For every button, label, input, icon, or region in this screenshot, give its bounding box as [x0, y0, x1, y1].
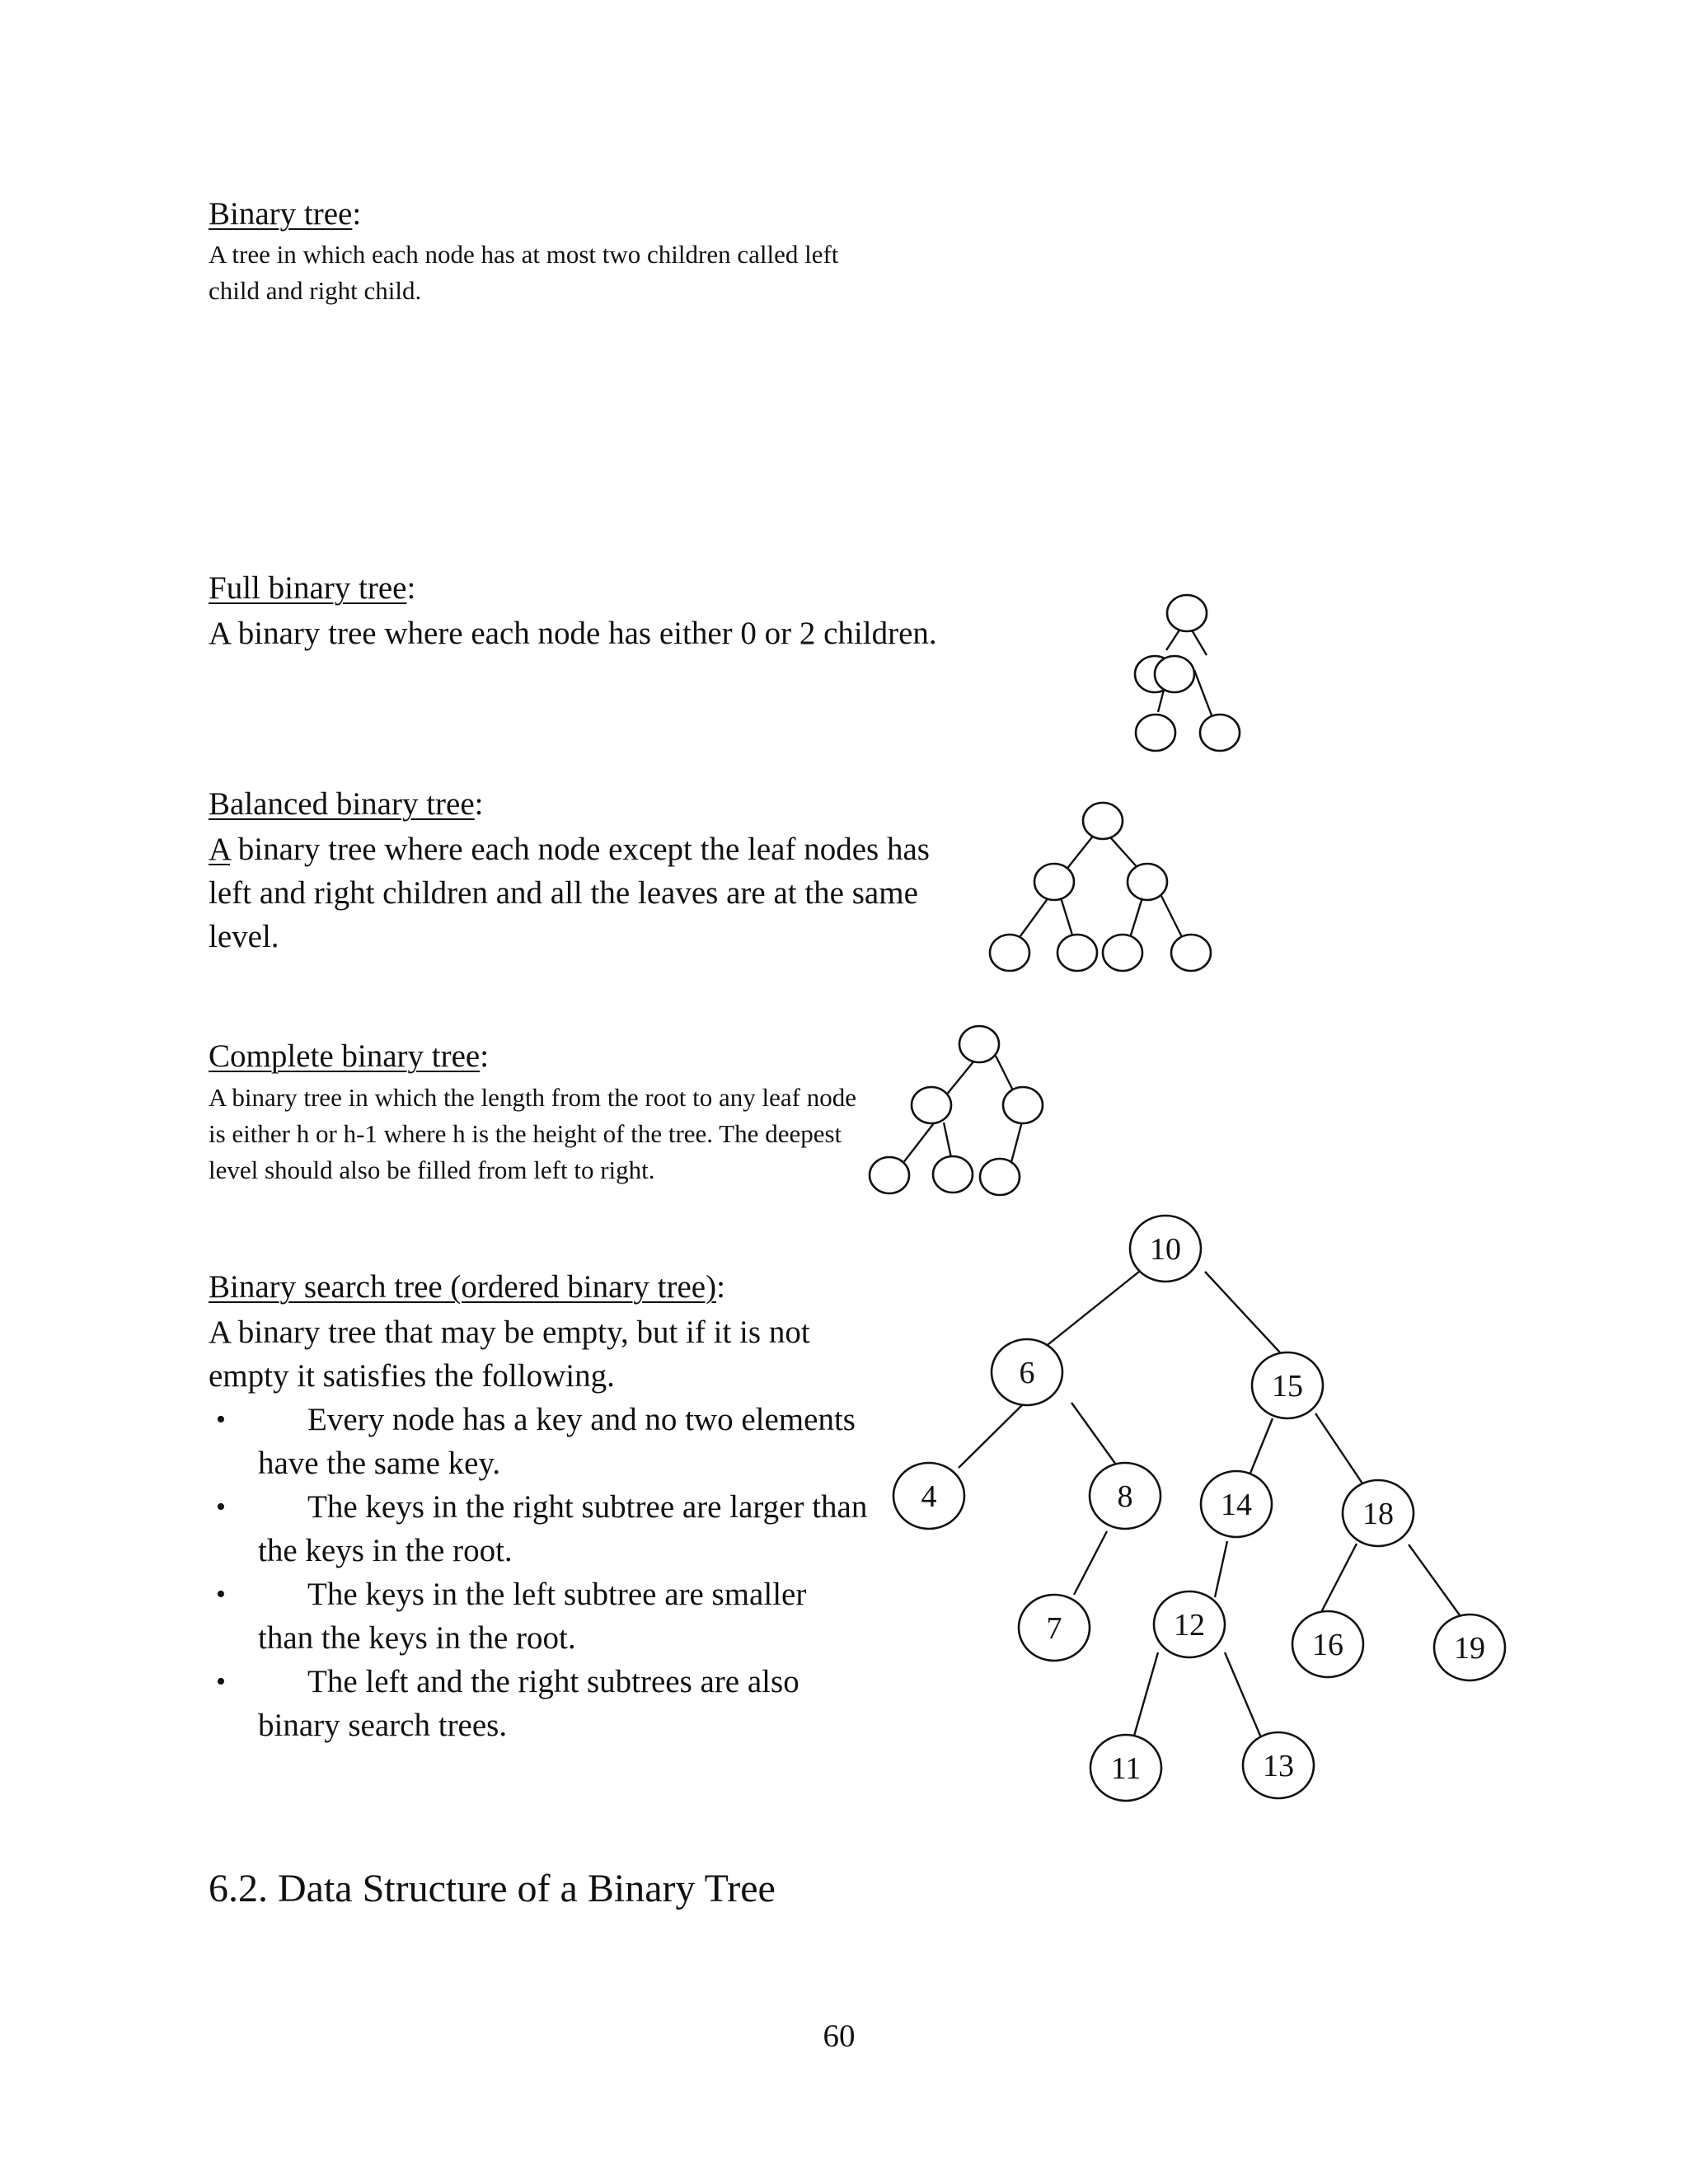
colon: : — [474, 786, 484, 822]
balanced-binary-tree-description — [209, 827, 950, 958]
bst-node — [1434, 1615, 1505, 1680]
page-number: 60 — [823, 2018, 856, 2054]
bullet: • — [216, 1404, 226, 1435]
svg-text:4: 4 — [921, 1479, 937, 1514]
tree-edge — [1129, 895, 1143, 940]
svg-text:12: 12 — [1174, 1608, 1205, 1643]
bst-node — [1292, 1611, 1363, 1677]
bst-node — [1154, 1591, 1225, 1657]
svg-text:8: 8 — [1117, 1479, 1133, 1514]
list-item: • The keys in the right subtree are larger than the keys in the root. — [209, 1485, 868, 1572]
tree-node — [1200, 715, 1240, 751]
bst-node — [1090, 1735, 1161, 1801]
tree-node — [1155, 656, 1194, 692]
svg-text:7: 7 — [1046, 1611, 1062, 1646]
tree-node — [870, 1157, 909, 1193]
list-item: • The keys in the left subtree are smaller than the keys in the root. — [209, 1572, 868, 1660]
full-binary-tree-description: A binary tree where each node has either 0 or 2 children. — [209, 616, 937, 651]
tree-edge — [903, 1120, 936, 1164]
tree-node — [990, 935, 1029, 971]
bst-node — [1019, 1595, 1090, 1661]
svg-text:18: 18 — [1362, 1497, 1394, 1531]
bst-properties-list — [209, 1398, 868, 1747]
colon: : — [480, 1038, 490, 1074]
tree-edge — [1040, 1272, 1139, 1351]
tree-node — [1167, 595, 1207, 631]
binary-tree-title: Binary tree — [209, 196, 353, 232]
full-binary-tree-diagram — [1055, 585, 1261, 775]
tree-node — [1003, 1087, 1043, 1123]
bst-node — [1090, 1463, 1160, 1529]
list-item: • Every node has a key and no two elements have the same key. — [209, 1398, 868, 1485]
colon: : — [716, 1269, 725, 1305]
tree-edge — [959, 1403, 1025, 1468]
tree-edge — [1205, 1272, 1288, 1361]
tree-node — [1128, 864, 1167, 900]
tree-edge — [1018, 894, 1051, 940]
svg-text:15: 15 — [1272, 1369, 1303, 1404]
tree-edge — [1319, 1544, 1357, 1617]
colon: : — [352, 196, 362, 232]
svg-text:13: 13 — [1263, 1749, 1294, 1783]
bst-node — [1130, 1216, 1201, 1282]
tree-edge — [1215, 1541, 1227, 1597]
balanced-first-word: A — [209, 832, 231, 867]
colon: : — [406, 570, 416, 606]
tree-edge — [1194, 670, 1212, 715]
binary-tree-heading — [209, 194, 361, 234]
bst-heading — [209, 1268, 725, 1307]
complete-binary-tree-diagram — [857, 1022, 1071, 1212]
svg-text:19: 19 — [1454, 1631, 1485, 1666]
bst-title: Binary search tree (ordered binary tree) — [209, 1269, 717, 1305]
bst-node — [1252, 1352, 1323, 1418]
bullet: • — [216, 1579, 226, 1610]
tree-node — [1057, 935, 1097, 971]
full-binary-tree-title: Full binary tree — [209, 570, 407, 606]
bst-node — [1343, 1480, 1414, 1546]
complete-binary-tree-title: Complete binary tree — [209, 1038, 481, 1074]
tree-edge — [1010, 1122, 1022, 1165]
tree-node — [1083, 803, 1123, 839]
tree-edge — [1074, 1531, 1107, 1595]
tree-edge — [1071, 1403, 1120, 1470]
svg-text:14: 14 — [1221, 1488, 1252, 1522]
binary-tree-description: A tree in which each node has at most two children called left child and right child. — [209, 240, 839, 305]
bst-node — [1201, 1471, 1272, 1537]
tree-node — [933, 1156, 973, 1193]
tree-node — [1034, 864, 1074, 900]
tree-node — [959, 1026, 999, 1062]
tree-edge — [1060, 895, 1074, 940]
balanced-desc-rest: binary tree where each node except the leaf nodes has left and right children and all the leaves are at the same level. — [209, 832, 930, 954]
svg-text:10: 10 — [1150, 1232, 1181, 1267]
svg-text:11: 11 — [1110, 1751, 1142, 1786]
tree-edge — [1160, 894, 1184, 940]
bullet: • — [216, 1666, 226, 1697]
bst-node — [1243, 1732, 1314, 1798]
list-item: • The left and the right subtrees are also binary search trees. — [209, 1660, 868, 1747]
tree-node — [912, 1087, 951, 1123]
bst-node — [893, 1463, 964, 1529]
bst-node — [992, 1339, 1062, 1405]
complete-binary-tree-description: A binary tree in which the length from the root to any leaf node is either h or h-1 where h is the height of the tree. The deepest level should also be filled from left to right. — [209, 1083, 856, 1184]
bst-diagram — [874, 1203, 1533, 1846]
tree-edge — [1409, 1544, 1462, 1619]
balanced-binary-tree-title: Balanced binary tree — [209, 786, 475, 822]
complete-binary-tree-heading — [209, 1037, 489, 1076]
bullet: • — [216, 1492, 226, 1522]
section-title: 6.2. Data Structure of a Binary Tree — [209, 1867, 776, 1910]
balanced-binary-tree-diagram — [973, 795, 1253, 985]
tree-edge — [1132, 1652, 1158, 1741]
balanced-binary-tree-heading — [209, 785, 484, 824]
svg-text:6: 6 — [1019, 1356, 1035, 1390]
tree-node — [1103, 935, 1142, 971]
tree-node — [980, 1159, 1020, 1195]
tree-node — [1136, 715, 1175, 751]
full-binary-tree-heading — [209, 569, 415, 608]
bst-description: A binary tree that may be empty, but if it is not empty it satisfies the following. — [209, 1315, 810, 1394]
tree-edge — [1250, 1418, 1273, 1475]
tree-edge — [1225, 1652, 1263, 1741]
svg-text:16: 16 — [1312, 1628, 1343, 1662]
tree-edge — [1315, 1413, 1362, 1483]
tree-node — [1171, 935, 1211, 971]
